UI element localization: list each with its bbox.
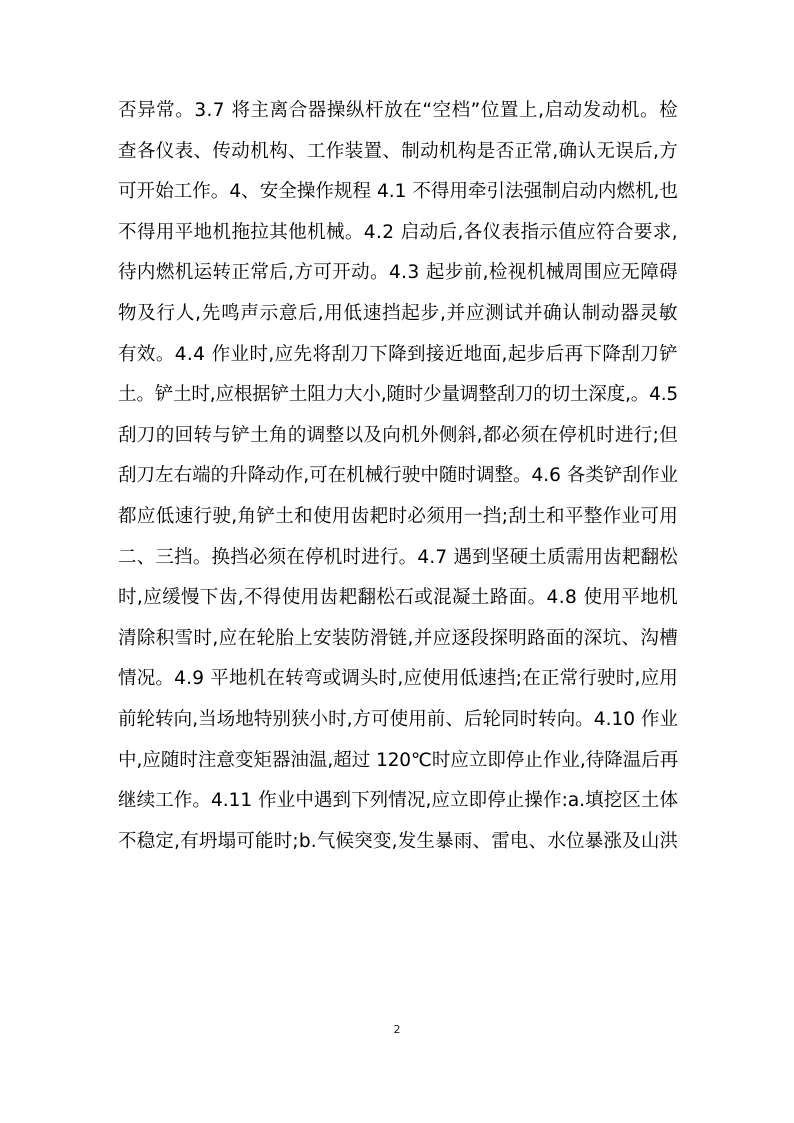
text-line: 物及行人,先鸣声示意后,用低速挡起步,并应测试并确认制动器灵敏 xyxy=(118,302,678,324)
text-line: 刮刀的回转与铲土角的调整以及向机外侧斜,都必须在停机时进行;但 xyxy=(118,424,678,446)
text-line: 刮刀左右端的升降动作,可在机械行驶中随时调整。4.6 各类铲刮作业 xyxy=(118,465,678,487)
page-number: 2 xyxy=(393,1023,401,1036)
body-text xyxy=(118,96,678,867)
text-line: 二、三挡。换挡必须在停机时进行。4.7 遇到坚硬土质需用齿耙翻松 xyxy=(118,546,678,568)
text-line: 清除积雪时,应在轮胎上安装防滑链,并应逐段探明路面的深坑、沟槽 xyxy=(118,627,678,649)
text-line: 不稳定,有坍塌可能时;b.气候突变,发生暴雨、雷电、水位暴涨及山洪 xyxy=(118,830,679,852)
text-line: 中,应随时注意变矩器油温,超过 120℃时应立即停止作业,待降温后再 xyxy=(118,749,678,771)
text-line: 前轮转向,当场地特别狭小时,方可使用前、后轮同时转向。4.10 作业 xyxy=(118,708,678,730)
text-line: 情况。4.9 平地机在转弯或调头时,应使用低速挡;在正常行驶时,应用 xyxy=(118,668,678,690)
text-line: 不得用平地机拖拉其他机械。4.2 启动后,各仪表指示值应符合要求, xyxy=(118,221,678,243)
text-line: 否异常。3.7 将主离合器操纵杆放在“空档”位置上,启动发动机。检 xyxy=(118,100,678,121)
text-line: 时,应缓慢下齿,不得使用齿耙翻松石或混凝土路面。4.8 使用平地机 xyxy=(118,587,678,609)
text-line: 待内燃机运转正常后,方可开动。4.3 起步前,检视机械周围应无障碍 xyxy=(118,262,678,284)
text-line: 土。铲土时,应根据铲土阻力大小,随时少量调整刮刀的切土深度,。4.5 xyxy=(118,384,678,406)
text-line: 有效。4.4 作业时,应先将刮刀下降到接近地面,起步后再下降刮刀铲 xyxy=(118,343,678,365)
text-line: 查各仪表、传动机构、工作装置、制动机构是否正常,确认无误后,方 xyxy=(118,140,678,162)
text-line: 都应低速行驶,角铲土和使用齿耙时必须用一挡;刮土和平整作业可用 xyxy=(118,505,678,527)
text-line: 继续工作。4.11 作业中遇到下列情况,应立即停止操作:a.填挖区土体 xyxy=(118,790,678,812)
text-line: 可开始工作。4、安全操作规程 4.1 不得用牵引法强制启动内燃机,也 xyxy=(118,181,678,203)
